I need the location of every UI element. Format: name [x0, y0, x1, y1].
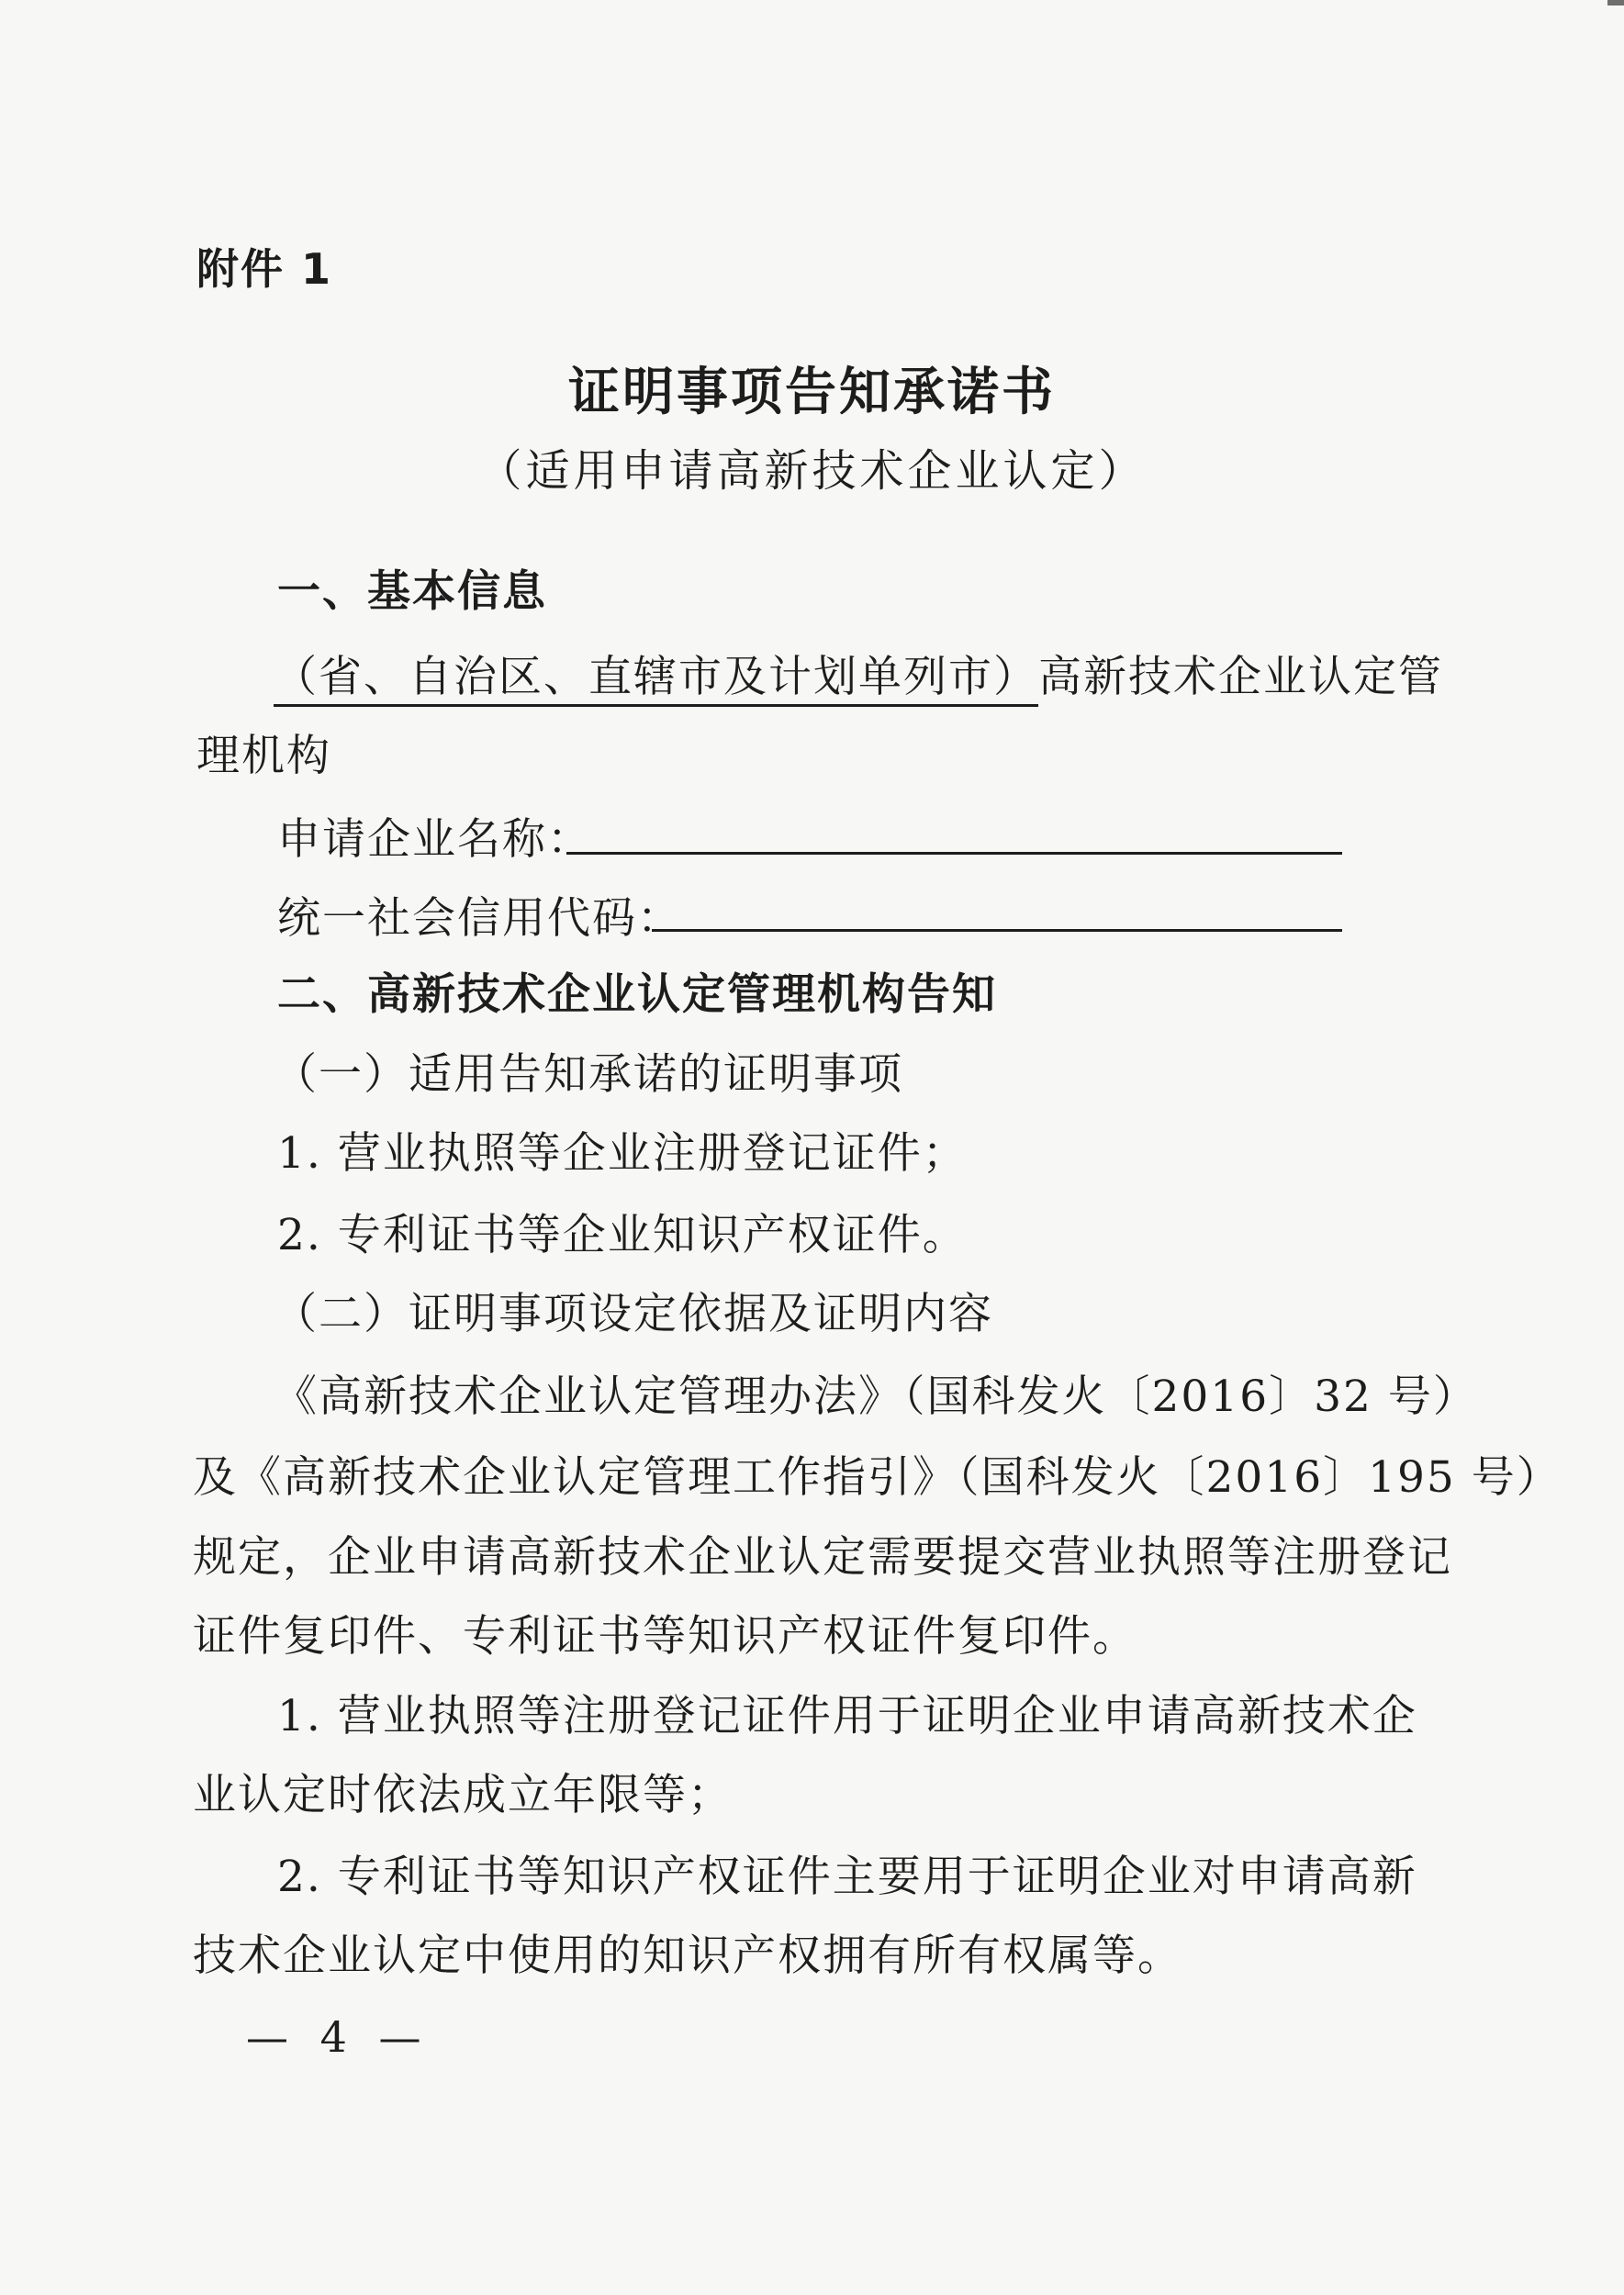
document-subtitle: （适用申请高新技术企业认定）: [477, 445, 1147, 497]
document-title: 证明事项告知承诺书: [568, 363, 1056, 422]
basis-line-1: 《高新技术企业认定管理办法》（国科发火〔2016〕32 号）: [274, 1371, 1478, 1422]
content-item-1-line-2: 业认定时依法成立年限等；: [193, 1770, 733, 1820]
page-number: — 4 —: [246, 2012, 431, 2062]
section-1-heading: 一、基本信息: [277, 566, 547, 617]
basis-line-4: 证件复印件、专利证书等知识产权证件复印件。: [193, 1611, 1137, 1662]
authority-suffix-text: 高新技术企业认定管: [1038, 652, 1443, 702]
basis-line-3: 规定，企业申请高新技术企业认定需要提交营业执照等注册登记: [193, 1532, 1452, 1583]
credit-code-blank[interactable]: [652, 929, 1342, 932]
credit-code-label: 统一社会信用代码：: [277, 893, 682, 944]
content-item-1-line-1: 1. 营业执照等注册登记证件用于证明企业申请高新技术企: [277, 1691, 1417, 1741]
subsection-2-heading: （二）证明事项设定依据及证明内容: [274, 1289, 993, 1339]
section-2-heading: 二、高新技术企业认定管理机构告知: [277, 969, 997, 1020]
content-item-2-line-2: 技术企业认定中使用的知识产权拥有所有权属等。: [193, 1931, 1182, 1981]
company-name-label: 申请企业名称：: [277, 814, 592, 865]
authority-continued-line: 理机构: [196, 731, 331, 781]
authority-underlined-text: （省、自治区、直辖市及计划单列市）: [274, 652, 1038, 707]
content-item-2-line-1: 2. 专利证书等知识产权证件主要用于证明企业对申请高新: [277, 1852, 1417, 1902]
attachment-label: 附件 1: [196, 244, 333, 294]
subsection-1-item-1: 1. 营业执照等企业注册登记证件；: [277, 1128, 968, 1179]
basis-line-2: 及《高新技术企业认定管理工作指引》（国科发火〔2016〕195 号）: [193, 1452, 1562, 1503]
company-name-blank[interactable]: [566, 852, 1342, 855]
subsection-1-item-2: 2. 专利证书等企业知识产权证件。: [277, 1210, 968, 1260]
authority-line: [274, 650, 1443, 705]
scan-edge-mark: [1607, 0, 1624, 6]
subsection-1-heading: （一）适用告知承诺的证明事项: [274, 1049, 903, 1100]
